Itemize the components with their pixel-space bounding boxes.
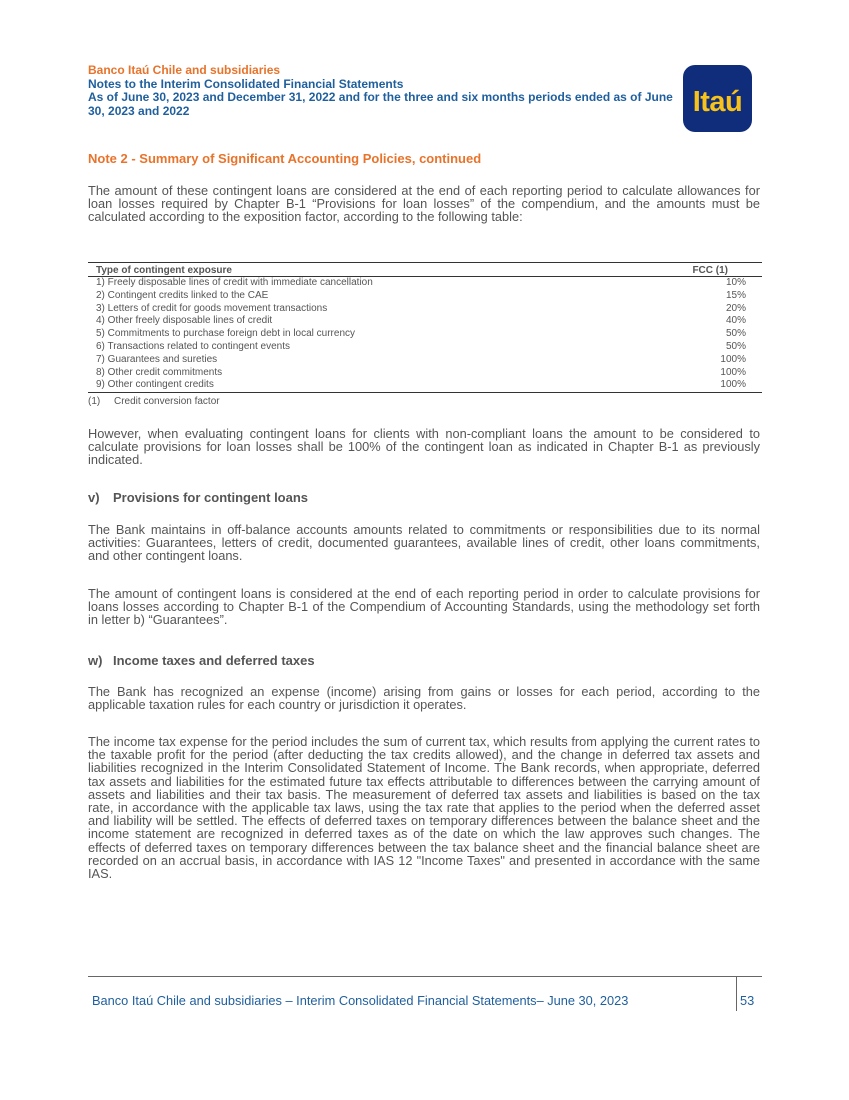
cell-fcc: 100% <box>720 353 746 365</box>
cell-fcc: 40% <box>725 315 746 327</box>
footer-vertical-divider <box>736 977 737 1011</box>
table-row <box>88 315 762 328</box>
cell-fcc: 15% <box>725 289 746 301</box>
itau-logo <box>683 65 752 132</box>
table-row <box>88 290 762 303</box>
col-header-fcc: FCC (1) <box>621 263 762 277</box>
section-w-heading <box>88 653 315 668</box>
table-row <box>88 303 762 316</box>
table-footnote <box>88 396 220 407</box>
cell-type: 3) Letters of credit for goods movement transactions <box>96 302 328 314</box>
footer-divider <box>88 976 762 977</box>
col-header-type: Type of contingent exposure <box>88 263 621 277</box>
table-row <box>88 341 762 354</box>
contingent-exposure-table <box>88 262 762 393</box>
section-v-title: Provisions for contingent loans <box>113 490 309 505</box>
section-w-paragraph-2: The income tax expense for the period includes the sum of current tax, which results from applying the current rates to the taxable profit for the period (after deducting the tax credits allowed), and the change in deferred tax assets and liabilities recognized in the Interim Consolidated Statement of Income. The Bank records, when appropriate, deferred tax assets and liabilities for the estimated future tax effects attributable to differences between the carrying amount of assets and liabilities and their tax basis. The measurement of deferred tax assets and liabilities is based on the tax rate, in accordance with the applicable tax laws, using the tax rate that applies to the period when the deferred asset and liability will be settled. The effects of deferred taxes on temporary differences between the balance sheet and the income statement are recognized in deferred taxes as of the date on which the law approves such changes. The effects of deferred taxes on temporary differences between the tax balance sheet and the financial balance sheet are recorded on an accrual basis, in accordance with IAS 12 "Income Taxes" and presented in accordance with the same IAS. <box>88 734 760 882</box>
section-v-paragraph-1: The Bank maintains in off-balance accounts amounts related to commitments or responsibilities due to its normal activities: Guarantees, letters of credit, documented guarantees, available lines of credit, other loans commitments, and other contingent loans. <box>88 522 760 564</box>
header-period: As of June 30, 2023 and December 31, 2022 and for the three and six months periods ended as of June 30, 2023 and 2022 <box>88 90 673 118</box>
table-header-row <box>88 263 762 277</box>
note-title: Note 2 - Summary of Significant Accounting Policies, continued <box>88 151 482 166</box>
section-v-heading <box>88 490 308 505</box>
noncompliant-paragraph: However, when evaluating contingent loans for clients with non-compliant loans the amount to be considered to calculate provisions for loan losses shall be 100% of the contingent loan as indicated in Chapter B-1 as previously indicated. <box>88 426 760 468</box>
logo-text: Itaú <box>692 86 743 118</box>
footnote-number: (1) <box>88 396 101 407</box>
cell-fcc: 50% <box>725 340 746 352</box>
cell-fcc: 100% <box>621 379 762 392</box>
cell-fcc: 20% <box>725 302 746 314</box>
cell-type: 9) Other contingent credits <box>88 379 621 392</box>
cell-type: 4) Other freely disposable lines of credit <box>96 315 273 327</box>
cell-fcc: 50% <box>725 328 746 340</box>
header-company: Banco Itaú Chile and subsidiaries <box>88 63 281 77</box>
intro-paragraph: The amount of these contingent loans are considered at the end of each reporting period to calculate allowances for loan losses required by Chapter B-1 “Provisions for loan losses” of the compendium, and the amounts must be calculated according to the exposition factor, according to the following table: <box>88 183 760 225</box>
cell-fcc: 100% <box>720 366 746 378</box>
section-w-title: Income taxes and deferred taxes <box>113 653 315 668</box>
cell-type: 6) Transactions related to contingent events <box>96 340 291 352</box>
cell-type: 1) Freely disposable lines of credit with immediate cancellation <box>96 277 373 288</box>
cell-type: 8) Other credit commitments <box>96 366 223 378</box>
footer-text: Banco Itaú Chile and subsidiaries – Interim Consolidated Financial Statements– June 30, 2023 <box>92 993 629 1008</box>
section-v-paragraph-2: The amount of contingent loans is considered at the end of each reporting period in order to calculate provisions for loans losses according to Chapter B-1 of the Compendium of Accounting Standards, using the methodology set forth in letter b) “Guarantees”. <box>88 586 760 628</box>
cell-fcc: 10% <box>725 277 746 288</box>
table-row <box>88 354 762 367</box>
cell-type: 5) Commitments to purchase foreign debt in local currency <box>96 328 356 340</box>
table-row <box>88 277 762 290</box>
section-w-paragraph-1: The Bank has recognized an expense (income) arising from gains or losses for each period, according to the applicable taxation rules for each country or jurisdiction it operates. <box>88 684 760 713</box>
table-row <box>88 367 762 380</box>
cell-type: 7) Guarantees and sureties <box>96 353 218 365</box>
page-number: 53 <box>740 993 755 1008</box>
section-w-letter: w) <box>88 653 103 668</box>
table-row <box>88 328 762 341</box>
cell-type: 2) Contingent credits linked to the CAE <box>96 289 269 301</box>
section-v-letter: v) <box>88 490 100 505</box>
header-title: Notes to the Interim Consolidated Financial Statements <box>88 76 404 91</box>
table-row <box>88 379 762 392</box>
footnote-text: Credit conversion factor <box>114 396 220 407</box>
document-header <box>88 64 678 118</box>
